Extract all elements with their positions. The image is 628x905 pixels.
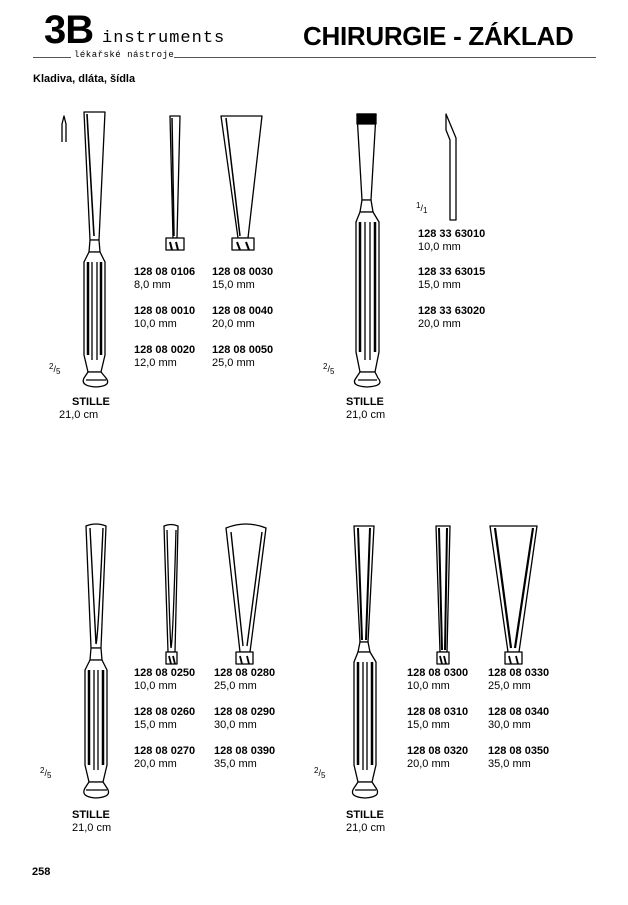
instrument-name: STILLE [346,396,384,408]
product-size: 10,0 mm [407,680,450,692]
instrument-length: 21,0 cm [346,409,386,421]
scale-label-group4: $^2/_5$ [314,766,326,780]
product-code: 128 08 0330 [488,667,550,679]
instrument-name: STILLE [72,396,110,408]
product-code: 128 08 0390 [214,745,276,757]
scale-label-group3: $^2/_5$ [40,766,52,780]
product-code: 128 08 0040 [212,305,274,317]
narrow-gouge-blade-icon [164,525,178,665]
osteotome-tip-icon [446,114,456,220]
product-size: 35,0 mm [488,758,531,770]
product-size: 30,0 mm [488,719,531,731]
instrument-length: 21,0 cm [59,409,99,421]
product-code: 128 08 0106 [134,266,196,278]
chisel-profile-icon [62,116,66,142]
product-size: 25,0 mm [214,680,257,692]
product-code: 128 33 63015 [418,266,486,278]
scale-label-tip: $^1/_1$ [416,201,428,215]
stille-chisel-handle-icon [83,112,107,387]
product-size: 20,0 mm [212,318,255,330]
product-size: 10,0 mm [134,680,177,692]
product-code: 128 08 0260 [134,706,196,718]
stille-gouge-handle-icon [84,524,109,798]
product-code: 128 08 0010 [134,305,196,317]
product-code: 128 08 0340 [488,706,550,718]
logo-3b: 3B [44,8,94,52]
product-size: 20,0 mm [407,758,450,770]
wide-gouge-blade-icon [226,524,266,664]
logo-subtitle: lékařské nástroje [74,50,175,60]
product-code: 128 08 0290 [214,706,276,718]
page-title: CHIRURGIE - ZÁKLAD [303,21,574,51]
product-code: 128 08 0020 [134,344,196,356]
product-size: 15,0 mm [134,719,177,731]
stille-osteotome-icon [354,114,380,387]
product-code: 128 08 0270 [134,745,196,757]
product-code: 128 08 0050 [212,344,274,356]
product-code: 128 33 63010 [418,228,486,240]
product-code: 128 08 0030 [212,266,274,278]
product-size: 15,0 mm [418,279,461,291]
product-code: 128 33 63020 [418,305,486,317]
narrow-hollow-gouge-blade-icon [436,526,450,664]
wide-hollow-gouge-blade-icon [490,526,537,664]
product-code: 128 08 0300 [407,667,469,679]
scale-label-group2: $^2/_5$ [323,362,335,376]
product-size: 25,0 mm [212,357,255,369]
product-size: 12,0 mm [134,357,177,369]
product-size: 35,0 mm [214,758,257,770]
wide-chisel-blade-icon [221,116,262,250]
product-size: 15,0 mm [212,279,255,291]
product-size: 10,0 mm [134,318,177,330]
section-title: Kladiva, dláta, šídla [33,73,136,85]
stille-hollow-gouge-icon [352,526,377,798]
product-size: 20,0 mm [134,758,177,770]
logo-instruments: instruments [102,29,226,48]
scale-label-group1: $^2/_5$ [49,362,61,376]
product-size: 8,0 mm [134,279,171,291]
instrument-name: STILLE [346,809,384,821]
instrument-length: 21,0 cm [72,822,112,834]
product-size: 30,0 mm [214,719,257,731]
instrument-name: STILLE [72,809,110,821]
product-code: 128 08 0350 [488,745,550,757]
product-code: 128 08 0310 [407,706,469,718]
product-code: 128 08 0250 [134,667,196,679]
product-size: 25,0 mm [488,680,531,692]
product-size: 10,0 mm [418,241,461,253]
narrow-chisel-blade-icon [166,116,184,250]
instrument-length: 21,0 cm [346,822,386,834]
product-size: 15,0 mm [407,719,450,731]
product-size: 20,0 mm [418,318,461,330]
product-code: 128 08 0280 [214,667,276,679]
page-number: 258 [32,866,51,878]
product-code: 128 08 0320 [407,745,469,757]
